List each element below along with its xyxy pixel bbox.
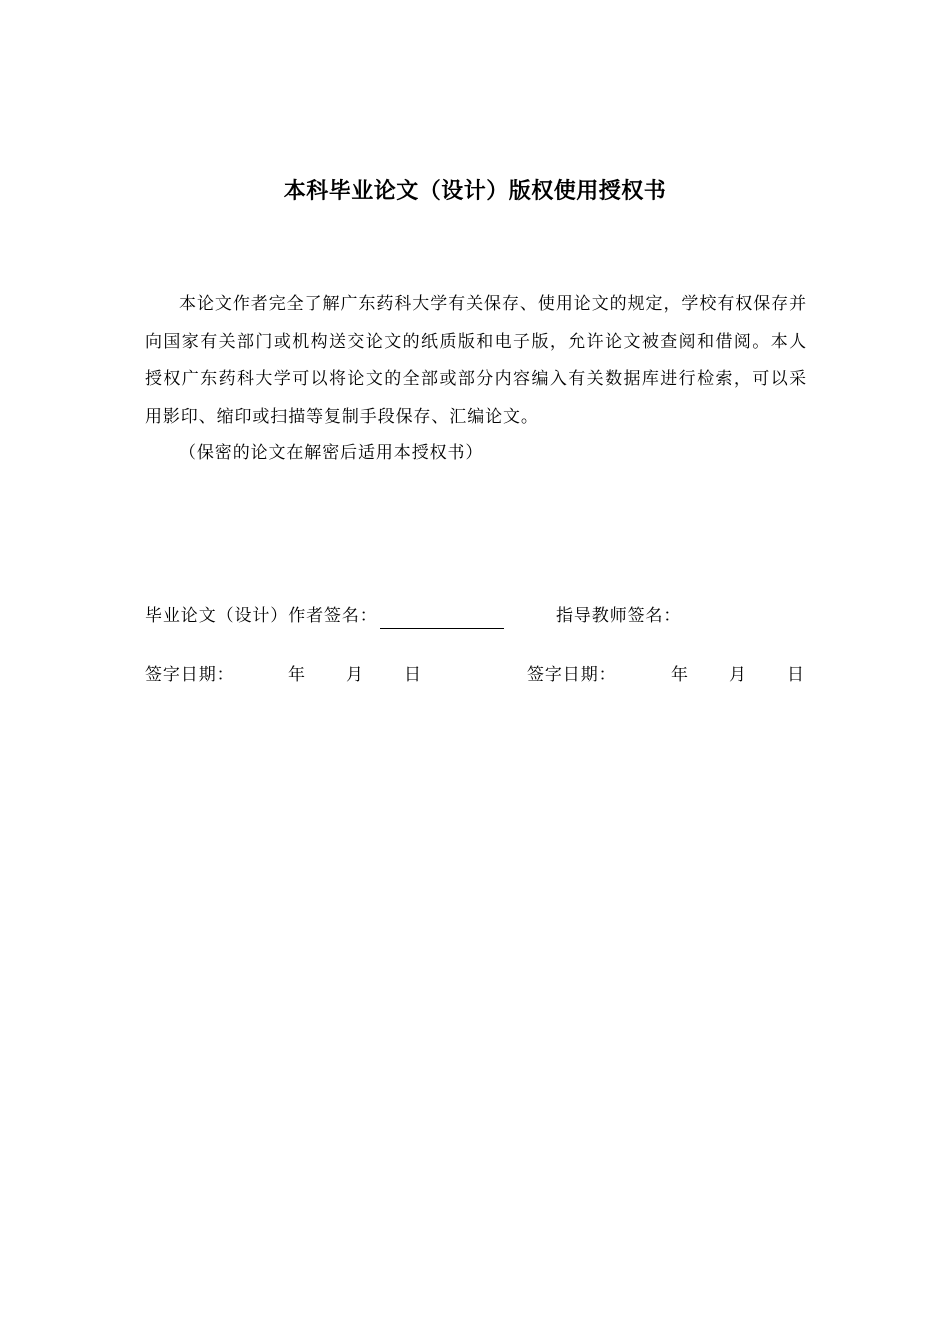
advisor-date-year: 年 [671,665,689,685]
author-signature-line [380,609,504,629]
author-signature-label: 毕业论文（设计）作者签名： [145,606,378,626]
advisor-date-month: 月 [729,665,747,685]
authorization-paragraph: 本论文作者完全了解广东药科大学有关保存、使用论文的规定，学校有权保存并向国家有关部门或机构送交论文的纸质版和电子版，允许论文被查阅和借阅。本人授权广东药科大学可以将论文的全部或部分内容编入有关数据库进行检索，可以采用影印、缩印或扫描等复制手段保存、汇编论文。 [145,294,807,427]
advisor-signature-field [556,603,681,629]
author-date-day: 日 [404,665,422,685]
advisor-date-label: 签字日期： [527,665,617,685]
advisor-date-day: 日 [787,665,805,685]
advisor-signature-label: 指导教师签名： [556,606,682,626]
author-date-label: 签字日期： [145,665,235,685]
document-title: 本科毕业论文（设计）版权使用授权书 [283,179,667,204]
confidential-note: （保密的论文在解密后适用本授权书） [179,443,484,463]
authorization-body [145,286,807,473]
author-date-year: 年 [288,665,306,685]
author-date-month: 月 [346,665,364,685]
author-signature-field [145,603,504,629]
